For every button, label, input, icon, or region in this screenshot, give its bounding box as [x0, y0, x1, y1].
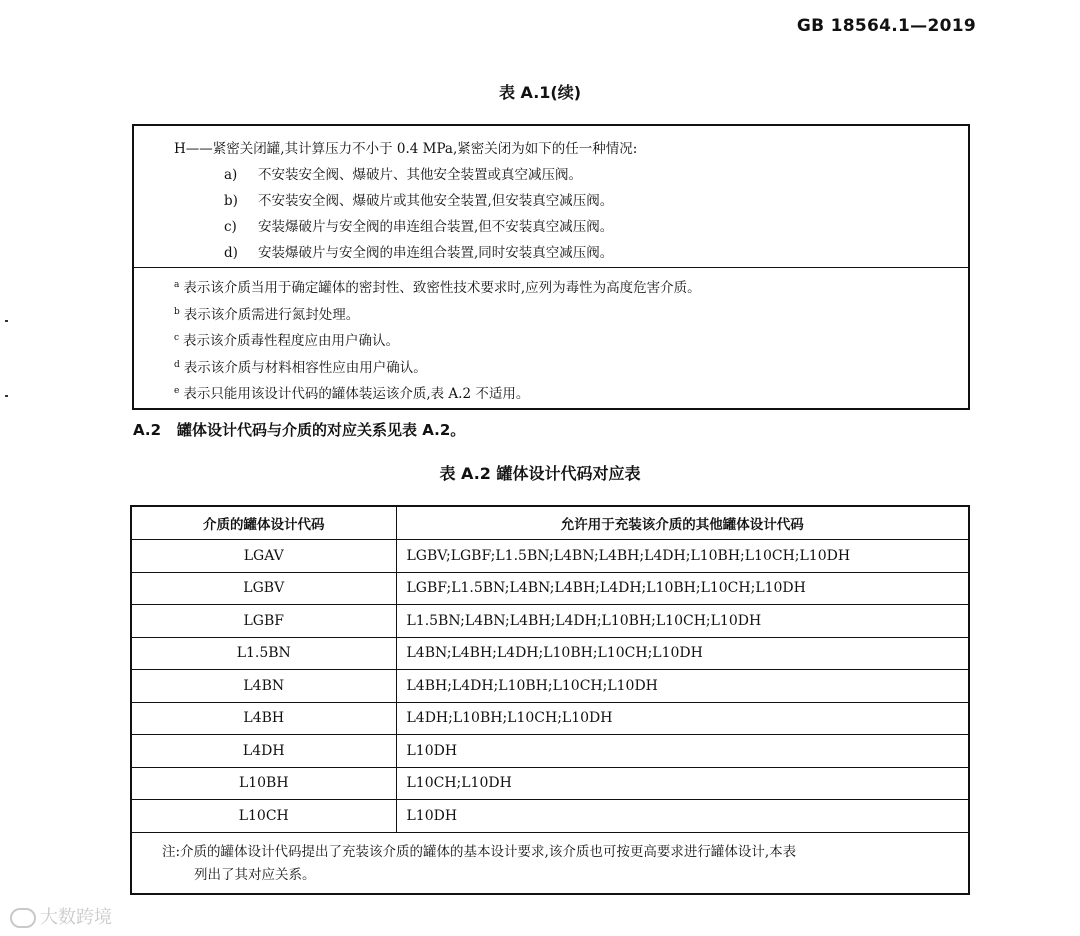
list-item — [134, 214, 968, 240]
table-row — [132, 572, 968, 605]
allowed-codes-cell: L1.5BN;L4BN;L4BH;L4DH;L10BH;L10CH;L10DH — [396, 605, 968, 638]
footnote-mark: c — [174, 333, 180, 343]
standard-code: GB 18564.1—2019 — [796, 16, 976, 36]
list-item-text: 安装爆破片与安全阀的串连组合装置,但不安装真空减压阀。 — [258, 219, 614, 235]
column-header-allowed-codes: 允许用于充装该介质的其他罐体设计代码 — [396, 507, 968, 540]
table-row — [132, 735, 968, 768]
footnote-text: 表示该介质与材料相容性应由用户确认。 — [183, 359, 427, 376]
table-note-row — [132, 832, 968, 893]
table-row — [132, 702, 968, 735]
table-note-line-2: 列出了其对应关系。 — [194, 866, 316, 883]
allowed-codes-cell: LGBV;LGBF;L1.5BN;L4BN;L4BH;L4DH;L10BH;L10CH;L10DH — [396, 540, 968, 573]
allowed-codes-cell: L4BN;L4BH;L4DH;L10BH;L10CH;L10DH — [396, 637, 968, 670]
footnote-text: 表示该介质毒性程度应由用户确认。 — [183, 333, 400, 349]
table-a1-caption: 表 A.1(续) — [498, 83, 582, 102]
table-row — [132, 767, 968, 800]
table-row — [132, 540, 968, 573]
list-item — [134, 162, 968, 188]
medium-code-cell: L4BN — [132, 670, 396, 703]
list-item-text: 不安装安全阀、爆破片或其他安全装置,但安装真空减压阀。 — [258, 193, 614, 209]
table-row — [132, 637, 968, 670]
list-item-label: c) — [224, 219, 237, 235]
watermark — [10, 903, 112, 929]
design-code-table — [132, 507, 968, 893]
footnote-text: 表示该介质需进行氮封处理。 — [183, 306, 360, 323]
section-number: A.2 — [133, 421, 162, 439]
footnote — [134, 299, 968, 326]
footnote-text: 表示该介质当用于确定罐体的密封性、致密性技术要求时,应列为毒性为高度危害介质。 — [183, 280, 701, 296]
footnote — [134, 325, 968, 352]
footnote-text: 表示只能用该设计代码的罐体装运该介质,表 A.2 不适用。 — [183, 386, 530, 402]
footnote — [134, 352, 968, 379]
list-item — [134, 188, 968, 214]
medium-code-cell: L10CH — [132, 800, 396, 833]
table-a2-caption: 表 A.2 罐体设计代码对应表 — [439, 464, 641, 483]
allowed-codes-cell: L10CH;L10DH — [396, 767, 968, 800]
list-item-text: 安装爆破片与安全阀的串连组合装置,同时安装真空减压阀。 — [258, 245, 614, 261]
footnote-mark: a — [174, 280, 180, 290]
h-definition: H——紧密关闭罐,其计算压力不小于 0.4 MPa,紧密关闭为如下的任一种情况: — [174, 141, 638, 157]
allowed-codes-cell: L10DH — [396, 735, 968, 768]
footnote-mark: d — [174, 359, 180, 370]
scan-speck — [5, 320, 8, 322]
list-item-label: b) — [224, 193, 238, 209]
list-item-text: 不安装安全阀、爆破片、其他安全装置或真空减压阀。 — [258, 167, 582, 183]
allowed-codes-cell: L4BH;L4DH;L10BH;L10CH;L10DH — [396, 670, 968, 703]
medium-code-cell: L10BH — [132, 767, 396, 800]
list-item-label: a) — [224, 167, 238, 183]
medium-code-cell: LGAV — [132, 540, 396, 573]
watermark-logo-icon — [10, 908, 36, 928]
column-header-medium-code: 介质的罐体设计代码 — [132, 507, 396, 540]
allowed-codes-cell: L10DH — [396, 800, 968, 833]
medium-code-cell: L1.5BN — [132, 637, 396, 670]
table-note — [132, 832, 968, 893]
watermark-text: 大数跨境 — [40, 907, 112, 928]
medium-code-cell: LGBV — [132, 572, 396, 605]
medium-code-cell: LGBF — [132, 605, 396, 638]
list-item — [134, 240, 968, 266]
footnote-mark: b — [174, 306, 180, 317]
section-a2-paragraph — [133, 419, 465, 440]
table-row — [132, 800, 968, 833]
table-a2 — [130, 505, 970, 895]
footnotes-block — [134, 268, 968, 405]
table-row — [132, 670, 968, 703]
footnote-mark: e — [174, 386, 180, 396]
section-text: 罐体设计代码与介质的对应关系见表 A.2。 — [177, 421, 466, 439]
footnote — [134, 272, 968, 299]
allowed-codes-cell: L4DH;L10BH;L10CH;L10DH — [396, 702, 968, 735]
table-header-row — [132, 507, 968, 540]
medium-code-cell: L4BH — [132, 702, 396, 735]
footnote — [134, 378, 968, 405]
medium-code-cell: L4DH — [132, 735, 396, 768]
scan-speck — [5, 395, 8, 397]
h-definition-block — [134, 126, 968, 268]
list-item-label: d) — [224, 245, 238, 261]
table-a1-continued — [132, 124, 970, 410]
allowed-codes-cell: LGBF;L1.5BN;L4BN;L4BH;L4DH;L10BH;L10CH;L10DH — [396, 572, 968, 605]
table-row — [132, 605, 968, 638]
table-note-line-1: 注:介质的罐体设计代码提出了充装该介质的罐体的基本设计要求,该介质也可按更高要求进行罐体设计,本表 — [162, 843, 797, 860]
